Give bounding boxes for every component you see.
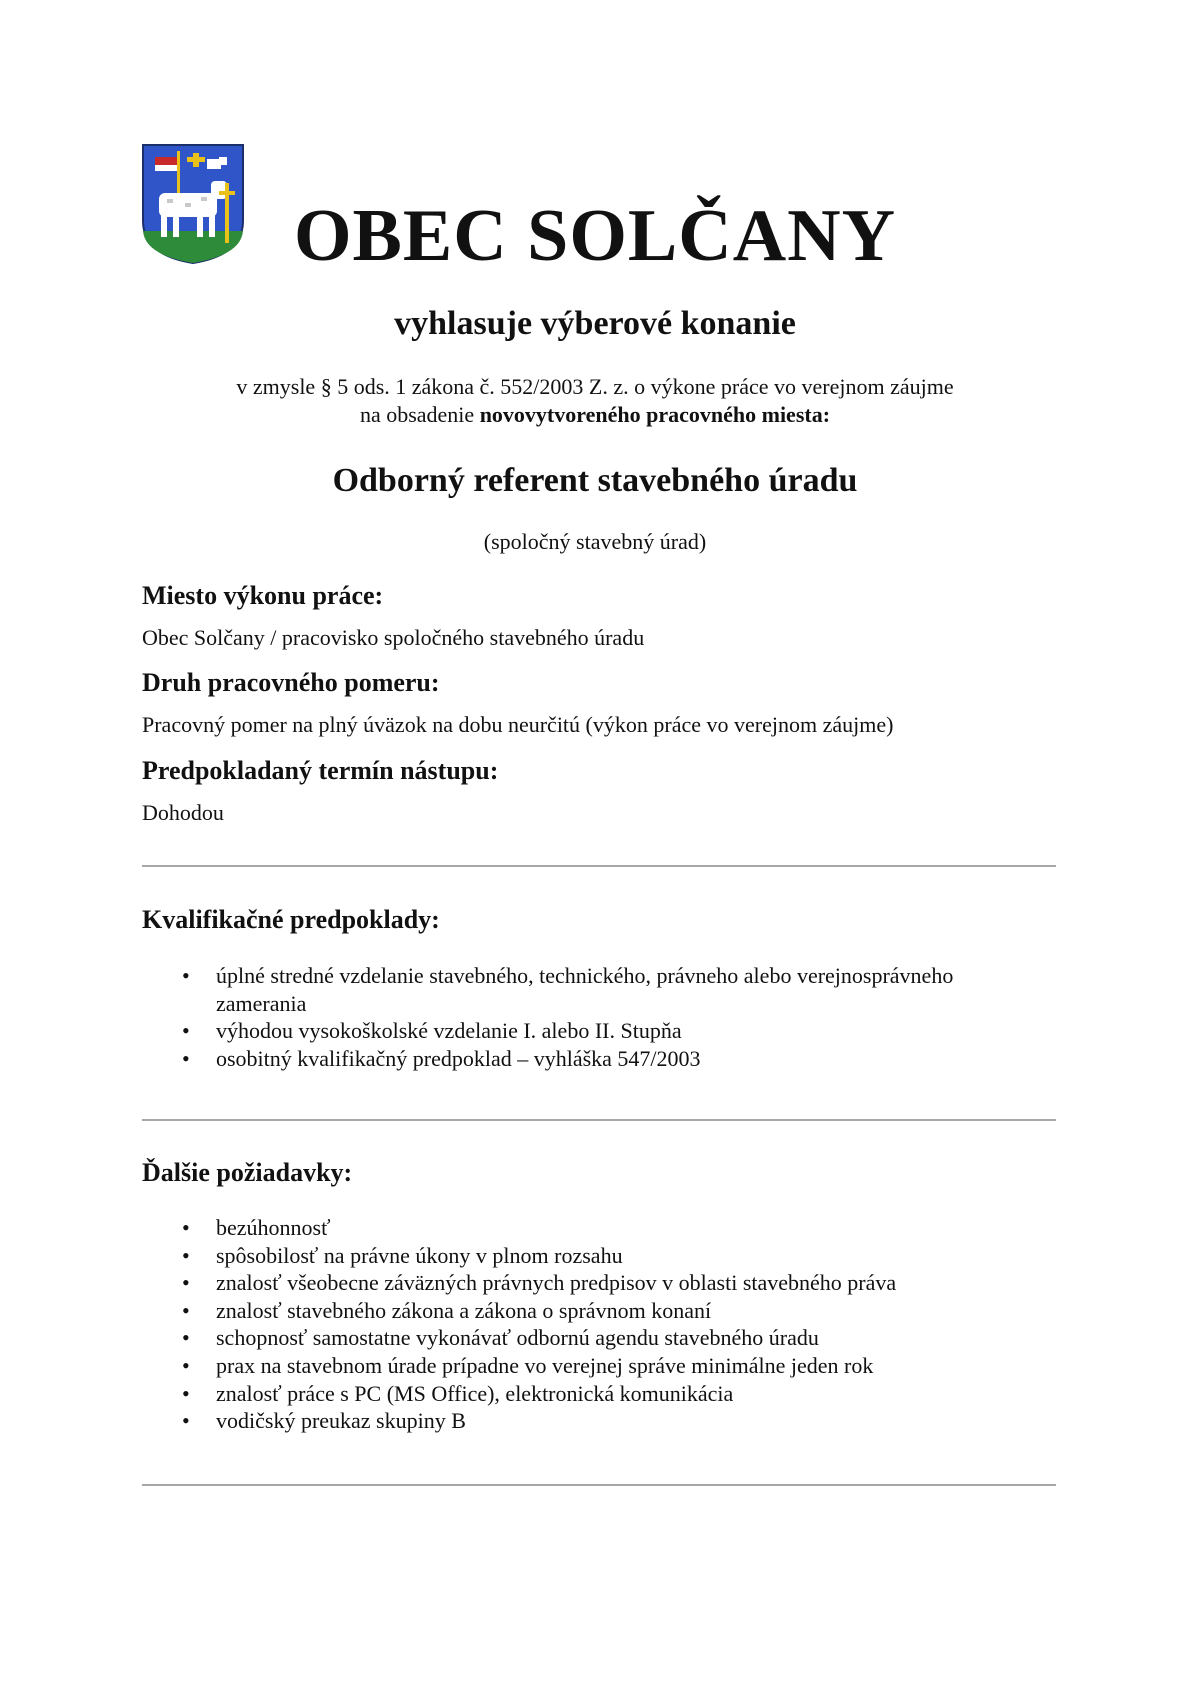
municipality-title: OBEC SOLČANY xyxy=(293,195,897,277)
list-item-text: bezúhonnosť xyxy=(216,1215,331,1240)
list-item xyxy=(142,1045,1042,1073)
list-item-text: osobitný kvalifikačný predpoklad – vyhláška 547/2003 xyxy=(216,1045,701,1071)
list-item-text: výhodou vysokoškolské vzdelanie I. alebo II. Stupňa xyxy=(216,1018,682,1044)
bullet-icon: • xyxy=(182,1297,190,1323)
list-item-text: vodičský preukaz skupiny B xyxy=(216,1408,466,1434)
start-date-heading: Predpokladaný termín nástupu: xyxy=(142,756,499,785)
section-divider xyxy=(142,1484,1056,1486)
list-item-text: schopnosť samostatne vykonávať odbornú agendu stavebného úradu xyxy=(216,1325,819,1351)
requirements-heading: Ďalšie požiadavky: xyxy=(142,1158,353,1187)
qualifications-heading: Kvalifikačné predpoklady: xyxy=(142,905,440,934)
position-note: (spoločný stavebný úrad) xyxy=(483,529,707,554)
list-item xyxy=(142,1407,1042,1435)
bullet-icon: • xyxy=(182,1215,190,1240)
start-date-text: Dohodou xyxy=(142,800,224,825)
list-item-text: znalosť všeobecne záväzných právnych predpisov v oblasti stavebného práva xyxy=(216,1270,897,1296)
list-item xyxy=(142,1297,1042,1325)
list-item-text: prax na stavebnom úrade prípadne vo verejnej správe minimálne jeden rok xyxy=(216,1352,874,1378)
bullet-icon: • xyxy=(182,963,190,988)
list-item-text: spôsobilosť na právne úkony v plnom rozsahu xyxy=(216,1242,623,1268)
list-item xyxy=(142,1352,1042,1380)
list-item xyxy=(142,1242,1042,1270)
qualifications-list xyxy=(142,962,1042,1072)
list-item-text: znalosť stavebného zákona a zákona o správnom konaní xyxy=(216,1297,712,1323)
bullet-icon: • xyxy=(182,1242,190,1268)
bullet-icon: • xyxy=(182,1325,190,1351)
requirements-list xyxy=(142,1214,1042,1435)
list-item xyxy=(142,962,1042,1017)
position-title: Odborný referent stavebného úradu xyxy=(332,462,858,499)
bullet-icon: • xyxy=(182,1018,190,1044)
announcement-subtitle: vyhlasuje výberové konanie xyxy=(394,305,796,342)
employment-type-heading: Druh pracovného pomeru: xyxy=(142,668,440,697)
bullet-icon: • xyxy=(182,1270,190,1296)
vacancy-line-prefix: na obsadenie xyxy=(359,402,475,427)
list-item xyxy=(142,1324,1042,1352)
legal-basis-line: v zmysle § 5 ods. 1 zákona č. 552/2003 Z. z. o výkone práce vo verejnom záujme xyxy=(236,374,954,399)
section-divider xyxy=(142,1119,1056,1121)
list-item xyxy=(142,1269,1042,1297)
list-item xyxy=(142,1214,1042,1242)
bullet-icon: • xyxy=(182,1380,190,1406)
list-item xyxy=(142,1017,1042,1045)
employment-type-text: Pracovný pomer na plný úväzok na dobu neurčitú (výkon práce vo verejnom záujme) xyxy=(142,712,894,737)
place-text: Obec Solčany / pracovisko spoločného stavebného úradu xyxy=(142,625,645,650)
bullet-icon: • xyxy=(182,1408,190,1434)
list-item-text: znalosť práce s PC (MS Office), elektronická komunikácia xyxy=(216,1380,734,1406)
vacancy-line xyxy=(0,401,1190,429)
section-divider xyxy=(142,865,1056,867)
bullet-icon: • xyxy=(182,1352,190,1378)
list-item-text: úplné stredné vzdelanie stavebného, technického, právneho alebo verejnosprávneho zamerania xyxy=(216,963,954,1016)
vacancy-line-bold: novovytvoreného pracovného miesta: xyxy=(479,402,831,427)
place-heading: Miesto výkonu práce: xyxy=(142,581,384,610)
list-item xyxy=(142,1380,1042,1408)
bullet-icon: • xyxy=(182,1045,190,1071)
